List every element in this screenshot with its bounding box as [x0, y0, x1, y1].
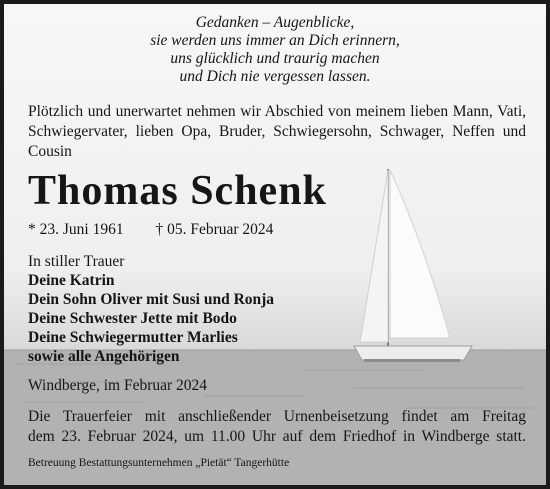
funeral-notice	[28, 407, 526, 447]
mourners-block	[28, 252, 526, 366]
poem-line: Gedanken – Augenblicke,	[195, 14, 355, 31]
poem-line: und Dich nie vergessen lassen.	[179, 68, 371, 85]
poem-line: uns glücklich und traurig machen	[170, 50, 380, 67]
death-date: † 05. Februar 2024	[155, 221, 274, 238]
place-date: Windberge, im Februar 2024	[28, 377, 208, 394]
notice-line: Die Trauerfeier mit anschließender Urnenbeisetzung findet am Freitag	[28, 408, 526, 425]
intro-text: Plötzlich und unerwartet nehmen wir Abschied von meinem lieben Mann, Vati, Schwiegervater, lieben Opa, Bruder, Schwiegersohn, Schwager, Neffen und Cousin	[28, 103, 526, 160]
birth-date: * 23. Juni 1961	[28, 221, 124, 238]
mourner-line: sowie alle Angehörigen	[28, 348, 180, 365]
mourner-line: Dein Sohn Oliver mit Susi und Ronja	[28, 291, 275, 308]
mourners-heading: In stiller Trauer	[28, 253, 125, 270]
notice-line: dem 23. Februar 2024, um 11.00 Uhr auf dem Friedhof in Windberge statt.	[28, 428, 526, 445]
deceased-name: Thomas Schenk	[28, 168, 327, 214]
poem	[4, 14, 546, 86]
mourner-line: Deine Schwiegermutter Marlies	[28, 329, 238, 346]
funeral-home-credit: Betreuung Bestattungsunternehmen „Pietät“ Tangerhütte	[28, 457, 290, 469]
poem-line: sie werden uns immer an Dich erinnern,	[150, 32, 400, 49]
life-dates	[28, 220, 526, 240]
mourner-line: Deine Katrin	[28, 272, 115, 289]
mourner-line: Deine Schwester Jette mit Bodo	[28, 310, 237, 327]
